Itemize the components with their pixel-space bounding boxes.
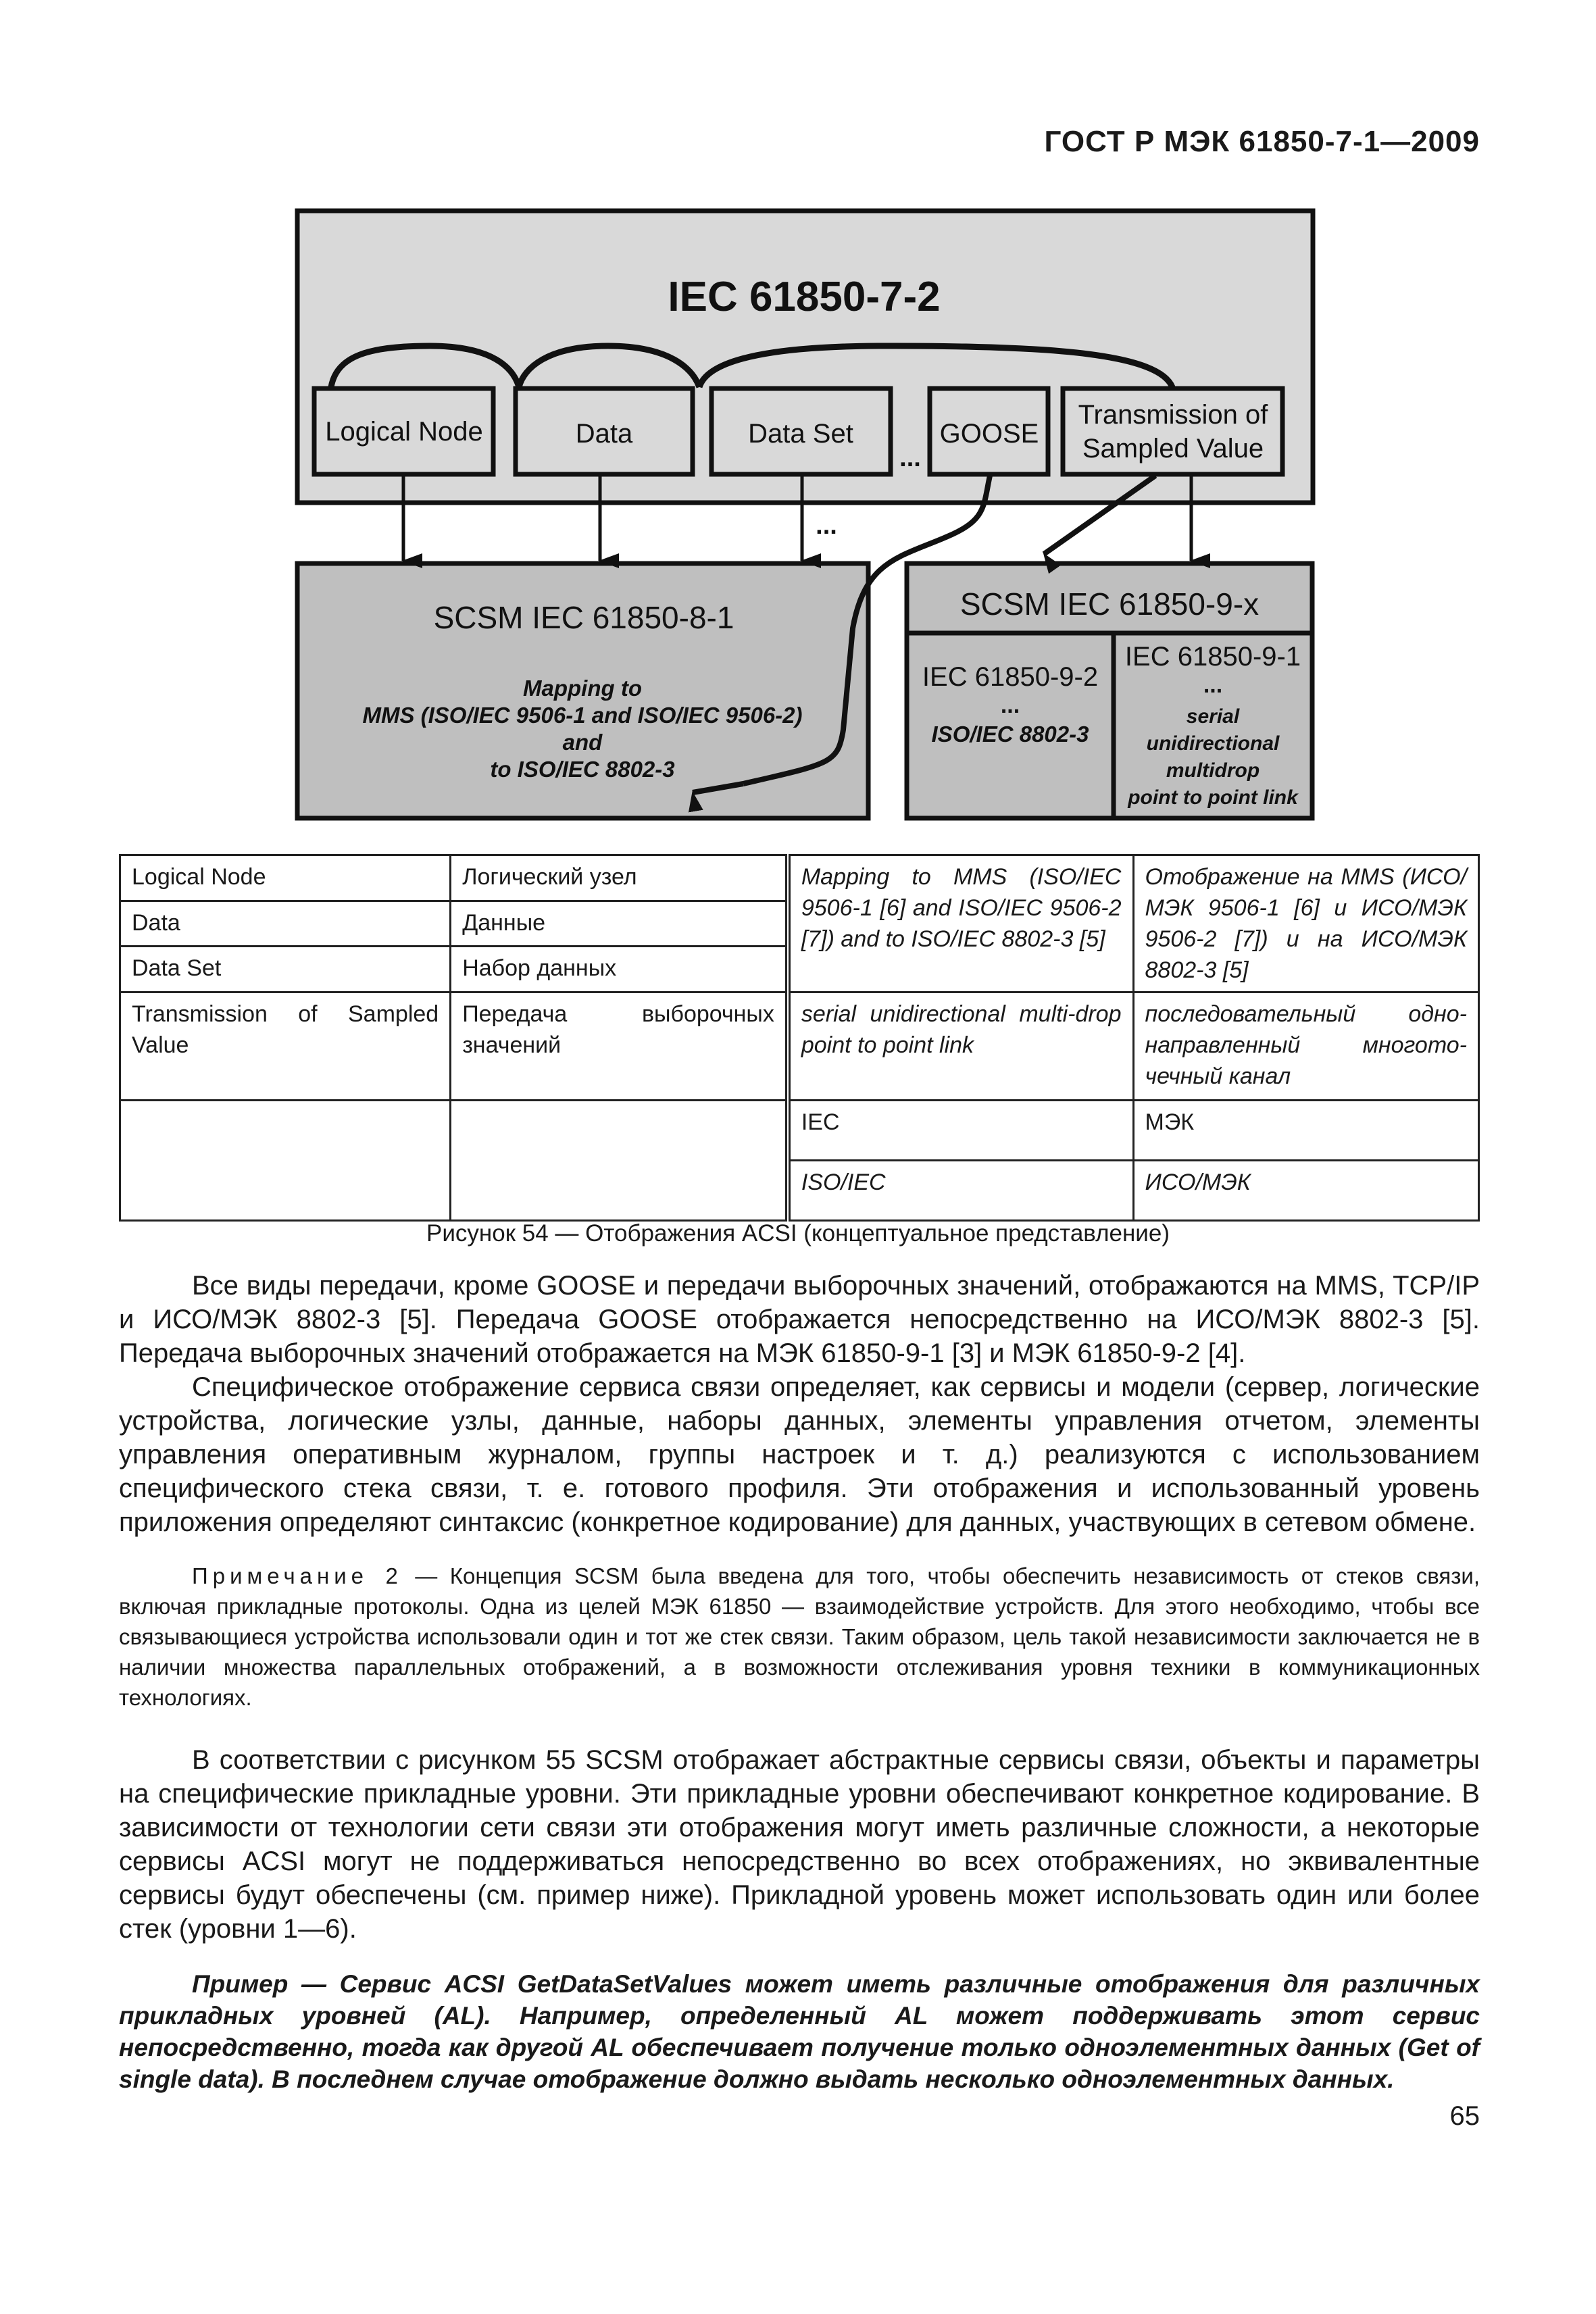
top-ellipsis: ... (899, 444, 921, 472)
glossary-ru (451, 1101, 788, 1221)
table-row (120, 992, 1479, 1101)
glossary-ru: МЭК (1133, 1101, 1479, 1161)
paragraph: В соответствии с рисунком 55 SCSM отображает абстрактные сервисы связи, объекты и параметры на специфические прикладные уровни. Эти прикладные уровни обеспечивают конкретное кодирование. В зависимости от технологии сети связи эти отображения могут иметь различные сложности, а некоторые сервисы ACSI могут не поддерживаться непосредственно во всех отображениях, но эквивалентные сервисы будут обеспечены (см. пример ниже). Прикладной уровень может использовать один или более стек (уровни 1—6). (119, 1745, 1480, 1944)
glossary-en: IEC (788, 1101, 1133, 1161)
page-number: 65 (1449, 2101, 1480, 2131)
body-section-1 (119, 1269, 1480, 1539)
glossary-ru: Логический узел (451, 855, 788, 901)
iec-9-1-ellipsis: ... (1203, 672, 1223, 698)
mapping-line-1: Mapping to (523, 676, 642, 701)
note-text: — Концепция SCSM была введена для того, чтобы обеспечить независимость от стеков связи, включая прикладные протоколы. Одна из целей МЭК 61850 — взаимодействие устройств. Для этого необходимо, чтобы все связывающиеся устройства использовали один и тот же стек связи. Таким образом, цель такой независимости заключается не в наличии множества параллельных отображений, а в возможности отслеживания уровня техники в коммуникационных технологиях. (119, 1563, 1480, 1710)
glossary-en: Transmission of Sampled Value (120, 992, 451, 1101)
label-transmission-line1: Transmission of (1078, 400, 1268, 430)
connector-ellipsis: ... (816, 511, 837, 540)
glossary-en: Data Set (120, 947, 451, 992)
scsm-8-1-title: SCSM IEC 61850-8-1 (433, 600, 734, 635)
example-block (119, 1968, 1480, 2095)
paragraph: Все виды передачи, кроме GOOSE и передачи выборочных значений, отображаются на MMS, TCP/IP и ИСО/МЭК 8802-3 [5]. Передача GOOSE отображается непосредственно на ИСО/МЭК 8802-3 [5]. Передача выборочных значений отображается на МЭК 61850-9-1 [3] и МЭК 61850-9-2 [4]. (119, 1271, 1480, 1368)
label-goose: GOOSE (939, 419, 1039, 449)
mapping-line-4: to ISO/IEC 8802-3 (490, 757, 675, 782)
top-box-title: IEC 61850-7-2 (668, 274, 941, 320)
table-row (120, 1101, 1479, 1161)
glossary-en: Logical Node (120, 855, 451, 901)
glossary-ru: ИСО/МЭК (1133, 1161, 1479, 1221)
iec-9-1-line-3: multidrop (1166, 759, 1260, 782)
iec-9-1-title: IEC 61850-9-1 (1124, 642, 1301, 672)
note-label: Примечание 2 (192, 1563, 403, 1588)
note-2 (119, 1561, 1480, 1713)
mapping-line-2: MMS (ISO/IEC 9506-1 and ISO/IEC 9506-2) (362, 703, 803, 728)
label-data: Data (575, 419, 633, 449)
glossary-ru: Передача выборочных значений (451, 992, 788, 1101)
glossary-en: ISO/IEC (788, 1161, 1133, 1221)
glossary-en: Data (120, 901, 451, 947)
figure-caption: Рисунок 54 — Отображения ACSI (концептуальное представление) (426, 1220, 1170, 1247)
glossary-ru: последовательный одно-направленный многото-чечный канал (1133, 992, 1479, 1101)
iec-9-1-line-1: serial (1186, 705, 1240, 728)
glossary-table (119, 854, 1480, 1222)
glossary-ru: Данные (451, 901, 788, 947)
label-logical-node: Logical Node (325, 417, 483, 447)
iec-9-1-line-4: point to point link (1128, 786, 1298, 809)
body-section-2 (119, 1743, 1480, 1946)
iec-9-2-sub: ISO/IEC 8802-3 (931, 722, 1089, 747)
glossary-en: Mapping to MMS (ISO/IEC 9506-1 [6] and ISO/IEC 9506-2 [7]) and to ISO/IEC 8802-3 [5] (788, 855, 1133, 992)
table-row (120, 855, 1479, 901)
scsm-9-x-title: SCSM IEC 61850-9-x (959, 586, 1260, 622)
paragraph: Специфическое отображение сервиса связи определяет, как сервисы и модели (сервер, логические устройства, логические узлы, данные, наборы данных, элементы управления отчетом, элементы управления оперативным журналом, группы настроек и т. д.) реализуются с использованием специфического стека связи, т. е. готового профиля. Эти отображения и использованный уровень приложения определяют синтаксис (конкретное кодирование) для данных, участвующих в сетевом обмене. (119, 1372, 1480, 1537)
label-data-set: Data Set (748, 419, 853, 449)
label-transmission-line2: Sampled Value (1082, 434, 1264, 463)
iec-9-2-ellipsis: ... (1000, 693, 1020, 718)
iec-9-1-line-2: unidirectional (1146, 732, 1280, 755)
glossary-ru: Отображение на MMS (ИСО/МЭК 9506-1 [6] и ИСО/МЭК 9506-2 [7]) и на ИСО/МЭК 8802-3 [5] (1133, 855, 1479, 992)
mapping-line-3: and (562, 730, 603, 755)
iec-9-2-title: IEC 61850-9-2 (922, 662, 1099, 692)
document-header: ГОСТ Р МЭК 61850-7-1—2009 (1044, 125, 1480, 158)
glossary-en: serial unidirectional multi-drop point to point link (788, 992, 1133, 1101)
glossary-en (120, 1101, 451, 1221)
example-text: Пример — Сервис ACSI GetDataSetValues может иметь различные отображения для различных прикладных уровней (AL). Например, определенный AL может поддерживать этот сервис непосредственно, тогда как другой AL обеспечивает получение только одноэлементных данных (Get of single data). В последнем случае отображение должно выдать несколько одноэлементных данных. (119, 1970, 1480, 2093)
diagram-shapes (0, 0, 1596, 838)
glossary-ru: Набор данных (451, 947, 788, 992)
